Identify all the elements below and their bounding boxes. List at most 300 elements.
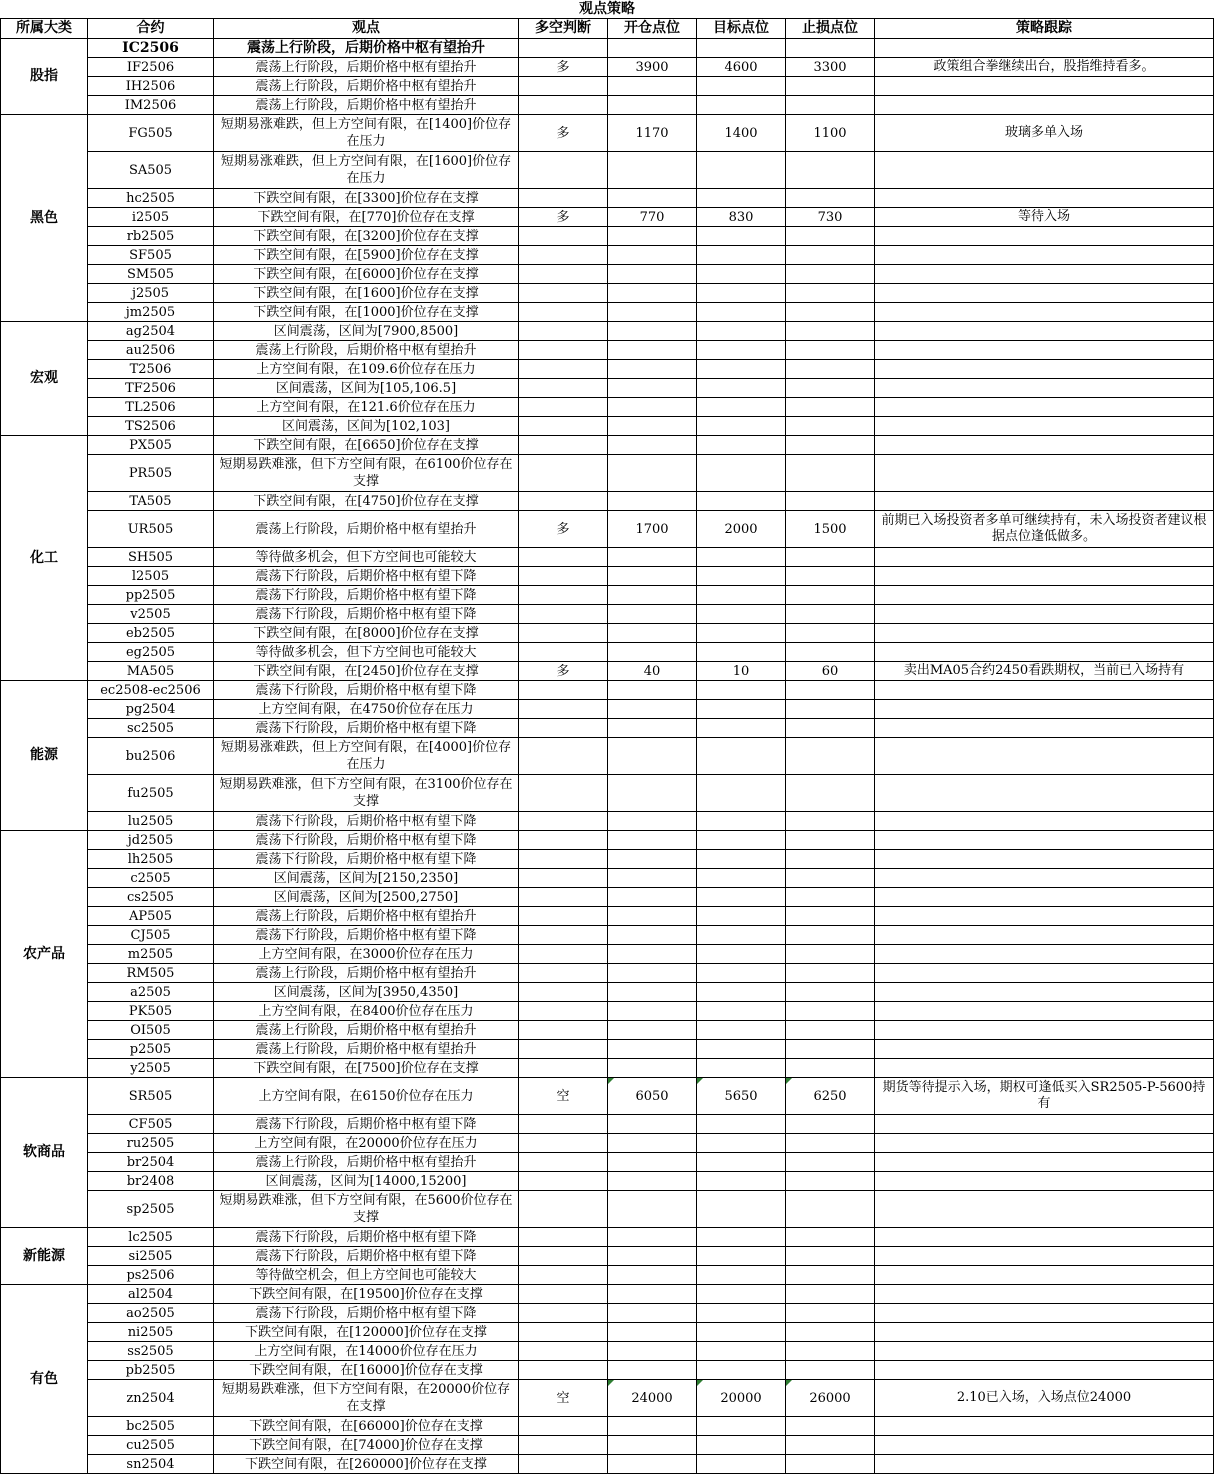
contract-cell: CJ505	[88, 926, 214, 945]
table-row	[1, 1342, 1214, 1361]
view-cell: 震荡下行阶段，后期价格中枢有望下降	[214, 831, 519, 850]
view-cell: 震荡下行阶段，后期价格中枢有望下降	[214, 1228, 519, 1247]
direction-cell	[519, 850, 608, 869]
view-cell: 下跌空间有限，在[6000]价位存在支撑	[214, 265, 519, 284]
contract-cell: fu2505	[88, 775, 214, 812]
view-cell: 上方空间有限，在4750价位存在压力	[214, 700, 519, 719]
direction-cell	[519, 945, 608, 964]
direction-cell	[519, 1172, 608, 1191]
tracking-cell	[875, 322, 1214, 341]
tracking-cell	[875, 1285, 1214, 1304]
direction-cell	[519, 700, 608, 719]
stop-cell	[786, 548, 875, 567]
open-cell	[608, 1342, 697, 1361]
stop-cell	[786, 96, 875, 115]
target-cell	[697, 96, 786, 115]
table-row	[1, 624, 1214, 643]
view-cell: 下跌空间有限，在[3300]价位存在支撑	[214, 189, 519, 208]
table-row	[1, 662, 1214, 681]
target-cell: 5650	[697, 1078, 786, 1115]
table-row	[1, 341, 1214, 360]
target-cell	[697, 265, 786, 284]
category-cell: 宏观	[1, 322, 88, 436]
table-row	[1, 1361, 1214, 1380]
direction-cell	[519, 436, 608, 455]
stop-cell	[786, 926, 875, 945]
contract-cell: sp2505	[88, 1191, 214, 1228]
view-cell: 等待做空机会，但上方空间也可能较大	[214, 1266, 519, 1285]
target-cell	[697, 907, 786, 926]
target-cell	[697, 775, 786, 812]
table-row	[1, 115, 1214, 152]
view-cell: 下跌空间有限，在[74000]价位存在支撑	[214, 1436, 519, 1455]
tracking-cell	[875, 1040, 1214, 1059]
view-cell: 区间震荡，区间为[2150,2350]	[214, 869, 519, 888]
open-cell	[608, 700, 697, 719]
contract-cell: ru2505	[88, 1134, 214, 1153]
contract-cell: TA505	[88, 492, 214, 511]
direction-cell	[519, 492, 608, 511]
target-cell	[697, 360, 786, 379]
open-cell	[608, 926, 697, 945]
table-row	[1, 189, 1214, 208]
view-cell: 短期易涨难跌，但上方空间有限，在[1600]价位存在压力	[214, 152, 519, 189]
header-stop: 止损点位	[786, 19, 875, 39]
open-cell	[608, 738, 697, 775]
target-cell	[697, 681, 786, 700]
open-cell	[608, 888, 697, 907]
contract-cell: lu2505	[88, 812, 214, 831]
table-row	[1, 681, 1214, 700]
open-cell	[608, 492, 697, 511]
open-cell	[608, 284, 697, 303]
view-cell: 下跌空间有限，在[16000]价位存在支撑	[214, 1361, 519, 1380]
open-cell	[608, 1134, 697, 1153]
direction-cell: 多	[519, 511, 608, 548]
contract-cell: br2408	[88, 1172, 214, 1191]
tracking-cell	[875, 360, 1214, 379]
direction-cell	[519, 455, 608, 492]
tracking-cell	[875, 1342, 1214, 1361]
open-cell	[608, 322, 697, 341]
open-cell	[608, 455, 697, 492]
table-row	[1, 227, 1214, 246]
open-cell	[608, 227, 697, 246]
contract-cell: UR505	[88, 511, 214, 548]
direction-cell	[519, 926, 608, 945]
target-cell	[697, 379, 786, 398]
tracking-cell	[875, 1361, 1214, 1380]
table-row	[1, 1455, 1214, 1474]
direction-cell	[519, 227, 608, 246]
open-cell	[608, 303, 697, 322]
tracking-cell	[875, 189, 1214, 208]
view-cell: 震荡上行阶段，后期价格中枢有望抬升	[214, 39, 519, 58]
direction-cell	[519, 1228, 608, 1247]
tracking-cell	[875, 1002, 1214, 1021]
target-cell: 20000	[697, 1380, 786, 1417]
contract-cell: bc2505	[88, 1417, 214, 1436]
view-cell: 上方空间有限，在6150价位存在压力	[214, 1078, 519, 1115]
table-row	[1, 775, 1214, 812]
table-row	[1, 398, 1214, 417]
stop-cell	[786, 907, 875, 926]
stop-cell	[786, 888, 875, 907]
contract-cell: ec2508-ec2506	[88, 681, 214, 700]
stop-cell	[786, 1361, 875, 1380]
table-row	[1, 265, 1214, 284]
tracking-cell	[875, 1228, 1214, 1247]
tracking-cell	[875, 1417, 1214, 1436]
target-cell	[697, 1059, 786, 1078]
contract-cell: p2505	[88, 1040, 214, 1059]
target-cell	[697, 831, 786, 850]
direction-cell	[519, 605, 608, 624]
contract-cell: a2505	[88, 983, 214, 1002]
view-cell: 震荡下行阶段，后期价格中枢有望下降	[214, 850, 519, 869]
stop-cell	[786, 738, 875, 775]
target-cell	[697, 1021, 786, 1040]
tracking-cell	[875, 1021, 1214, 1040]
stop-cell	[786, 436, 875, 455]
table-row	[1, 152, 1214, 189]
sheet-title: 观点策略	[579, 0, 635, 17]
target-cell	[697, 1266, 786, 1285]
direction-cell	[519, 1115, 608, 1134]
view-cell: 震荡下行阶段，后期价格中枢有望下降	[214, 812, 519, 831]
direction-cell	[519, 284, 608, 303]
tracking-cell	[875, 303, 1214, 322]
tracking-cell	[875, 700, 1214, 719]
direction-cell	[519, 417, 608, 436]
open-cell	[608, 850, 697, 869]
contract-cell: pp2505	[88, 586, 214, 605]
table-row	[1, 926, 1214, 945]
tracking-cell	[875, 227, 1214, 246]
table-row	[1, 417, 1214, 436]
stop-cell	[786, 1455, 875, 1474]
view-cell: 下跌空间有限，在[6650]价位存在支撑	[214, 436, 519, 455]
target-cell	[697, 567, 786, 586]
direction-cell	[519, 831, 608, 850]
table-row	[1, 58, 1214, 77]
table-row	[1, 907, 1214, 926]
view-cell: 震荡下行阶段，后期价格中枢有望下降	[214, 1247, 519, 1266]
stop-cell	[786, 1002, 875, 1021]
view-cell: 区间震荡，区间为[105,106.5]	[214, 379, 519, 398]
contract-cell: T2506	[88, 360, 214, 379]
table-row	[1, 1191, 1214, 1228]
target-cell	[697, 888, 786, 907]
contract-cell: eg2505	[88, 643, 214, 662]
view-cell: 短期易跌难涨，但下方空间有限，在3100价位存在支撑	[214, 775, 519, 812]
contract-cell: hc2505	[88, 189, 214, 208]
table-row	[1, 492, 1214, 511]
stop-cell	[786, 398, 875, 417]
direction-cell	[519, 360, 608, 379]
open-cell	[608, 1436, 697, 1455]
view-cell: 等待做多机会，但下方空间也可能较大	[214, 548, 519, 567]
table-row	[1, 567, 1214, 586]
contract-cell: AP505	[88, 907, 214, 926]
tracking-cell	[875, 1266, 1214, 1285]
stop-cell	[786, 945, 875, 964]
target-cell	[697, 869, 786, 888]
contract-cell: IM2506	[88, 96, 214, 115]
open-cell	[608, 869, 697, 888]
target-cell	[697, 643, 786, 662]
tracking-cell	[875, 455, 1214, 492]
direction-cell	[519, 719, 608, 738]
view-cell: 下跌空间有限，在[1600]价位存在支撑	[214, 284, 519, 303]
table-row	[1, 1304, 1214, 1323]
category-cell: 有色	[1, 1285, 88, 1474]
tracking-cell	[875, 1115, 1214, 1134]
contract-cell: bu2506	[88, 738, 214, 775]
table-row	[1, 246, 1214, 265]
stop-cell	[786, 1228, 875, 1247]
target-cell	[697, 605, 786, 624]
stop-cell	[786, 265, 875, 284]
open-cell	[608, 1361, 697, 1380]
contract-cell: cs2505	[88, 888, 214, 907]
view-cell: 下跌空间有限，在[4750]价位存在支撑	[214, 492, 519, 511]
open-cell	[608, 1021, 697, 1040]
contract-cell: c2505	[88, 869, 214, 888]
tracking-cell	[875, 888, 1214, 907]
tracking-cell	[875, 1172, 1214, 1191]
stop-cell	[786, 812, 875, 831]
view-cell: 上方空间有限，在121.6价位存在压力	[214, 398, 519, 417]
view-cell: 下跌空间有限，在[770]价位存在支撑	[214, 208, 519, 227]
contract-cell: TF2506	[88, 379, 214, 398]
tracking-cell	[875, 624, 1214, 643]
tracking-cell	[875, 831, 1214, 850]
stop-cell	[786, 39, 875, 58]
stop-cell: 3300	[786, 58, 875, 77]
target-cell	[697, 227, 786, 246]
view-cell: 下跌空间有限，在[5900]价位存在支撑	[214, 246, 519, 265]
open-cell	[608, 1002, 697, 1021]
target-cell	[697, 1191, 786, 1228]
direction-cell	[519, 39, 608, 58]
open-cell	[608, 812, 697, 831]
direction-cell	[519, 643, 608, 662]
target-cell	[697, 1040, 786, 1059]
contract-cell: si2505	[88, 1247, 214, 1266]
contract-cell: lc2505	[88, 1228, 214, 1247]
target-cell	[697, 548, 786, 567]
open-cell	[608, 1247, 697, 1266]
tracking-cell	[875, 379, 1214, 398]
contract-cell: v2505	[88, 605, 214, 624]
table-row	[1, 831, 1214, 850]
tracking-cell	[875, 77, 1214, 96]
direction-cell	[519, 379, 608, 398]
target-cell	[697, 1134, 786, 1153]
direction-cell	[519, 1285, 608, 1304]
target-cell	[697, 945, 786, 964]
stop-cell	[786, 455, 875, 492]
contract-cell: zn2504	[88, 1380, 214, 1417]
view-cell: 震荡下行阶段，后期价格中枢有望下降	[214, 567, 519, 586]
view-cell: 区间震荡，区间为[2500,2750]	[214, 888, 519, 907]
open-cell	[608, 96, 697, 115]
direction-cell	[519, 1002, 608, 1021]
stop-cell	[786, 1323, 875, 1342]
target-cell	[697, 303, 786, 322]
open-cell	[608, 436, 697, 455]
direction-cell	[519, 322, 608, 341]
view-cell: 震荡下行阶段，后期价格中枢有望下降	[214, 1304, 519, 1323]
tracking-cell	[875, 398, 1214, 417]
direction-cell	[519, 1323, 608, 1342]
tracking-cell: 等待入场	[875, 208, 1214, 227]
open-cell	[608, 379, 697, 398]
contract-cell: PX505	[88, 436, 214, 455]
stop-cell	[786, 1059, 875, 1078]
tracking-cell	[875, 246, 1214, 265]
stop-cell	[786, 417, 875, 436]
tracking-cell	[875, 1323, 1214, 1342]
tracking-cell	[875, 775, 1214, 812]
contract-cell: ps2506	[88, 1266, 214, 1285]
open-cell	[608, 1417, 697, 1436]
target-cell	[697, 850, 786, 869]
target-cell: 10	[697, 662, 786, 681]
open-cell	[608, 548, 697, 567]
table-row	[1, 436, 1214, 455]
tracking-cell	[875, 643, 1214, 662]
stop-cell	[786, 983, 875, 1002]
contract-cell: lh2505	[88, 850, 214, 869]
table-row	[1, 39, 1214, 58]
target-cell	[697, 492, 786, 511]
target-cell	[697, 1002, 786, 1021]
view-cell: 震荡上行阶段，后期价格中枢有望抬升	[214, 511, 519, 548]
category-cell: 黑色	[1, 115, 88, 322]
stop-cell	[786, 1134, 875, 1153]
contract-cell: SM505	[88, 265, 214, 284]
tracking-cell	[875, 1455, 1214, 1474]
open-cell	[608, 189, 697, 208]
open-cell	[608, 1059, 697, 1078]
tracking-cell: 卖出MA05合约2450看跌期权，当前已入场持有	[875, 662, 1214, 681]
contract-cell: l2505	[88, 567, 214, 586]
table-row	[1, 1323, 1214, 1342]
view-cell: 短期易涨难跌，但上方空间有限，在[1400]价位存在压力	[214, 115, 519, 152]
open-cell	[608, 775, 697, 812]
stop-cell	[786, 1436, 875, 1455]
tracking-cell	[875, 436, 1214, 455]
stop-cell	[786, 719, 875, 738]
target-cell	[697, 436, 786, 455]
tracking-cell	[875, 265, 1214, 284]
view-cell: 区间震荡，区间为[3950,4350]	[214, 983, 519, 1002]
table-row	[1, 548, 1214, 567]
stop-cell	[786, 1191, 875, 1228]
open-cell	[608, 1304, 697, 1323]
table-row	[1, 1285, 1214, 1304]
tracking-cell: 玻璃多单入场	[875, 115, 1214, 152]
stop-cell	[786, 152, 875, 189]
view-cell: 短期易跌难涨，但下方空间有限，在5600价位存在支撑	[214, 1191, 519, 1228]
contract-cell: m2505	[88, 945, 214, 964]
header-target: 目标点位	[697, 19, 786, 39]
title-row	[1, 0, 1214, 19]
target-cell	[697, 719, 786, 738]
direction-cell	[519, 1247, 608, 1266]
category-cell: 化工	[1, 436, 88, 681]
header-direction: 多空判断	[519, 19, 608, 39]
open-cell: 40	[608, 662, 697, 681]
table-row	[1, 1417, 1214, 1436]
stop-cell: 60	[786, 662, 875, 681]
contract-cell: y2505	[88, 1059, 214, 1078]
tracking-cell	[875, 548, 1214, 567]
contract-cell: i2505	[88, 208, 214, 227]
target-cell	[697, 417, 786, 436]
direction-cell: 多	[519, 58, 608, 77]
open-cell	[608, 341, 697, 360]
table-row	[1, 1115, 1214, 1134]
direction-cell	[519, 681, 608, 700]
table-row	[1, 1228, 1214, 1247]
table-row	[1, 322, 1214, 341]
tracking-cell	[875, 850, 1214, 869]
stop-cell	[786, 605, 875, 624]
tracking-cell	[875, 964, 1214, 983]
contract-cell: al2504	[88, 1285, 214, 1304]
table-row	[1, 511, 1214, 548]
tracking-cell: 2.10已入场，入场点位24000	[875, 1380, 1214, 1417]
open-cell	[608, 1285, 697, 1304]
stop-cell	[786, 700, 875, 719]
open-cell	[608, 1455, 697, 1474]
direction-cell	[519, 907, 608, 926]
stop-cell	[786, 189, 875, 208]
target-cell	[697, 926, 786, 945]
table-row	[1, 1436, 1214, 1455]
category-cell: 软商品	[1, 1078, 88, 1228]
direction-cell	[519, 398, 608, 417]
stop-cell	[786, 379, 875, 398]
open-cell	[608, 831, 697, 850]
table-row	[1, 738, 1214, 775]
open-cell	[608, 586, 697, 605]
table-row	[1, 1059, 1214, 1078]
direction-cell	[519, 1059, 608, 1078]
target-cell	[697, 1153, 786, 1172]
view-cell: 震荡下行阶段，后期价格中枢有望下降	[214, 719, 519, 738]
target-cell	[697, 1323, 786, 1342]
tracking-cell	[875, 681, 1214, 700]
contract-cell: jd2505	[88, 831, 214, 850]
table-row	[1, 812, 1214, 831]
open-cell	[608, 624, 697, 643]
table-row	[1, 1172, 1214, 1191]
stop-cell	[786, 1247, 875, 1266]
view-cell: 下跌空间有限，在[19500]价位存在支撑	[214, 1285, 519, 1304]
open-cell	[608, 681, 697, 700]
tracking-cell	[875, 907, 1214, 926]
target-cell	[697, 624, 786, 643]
direction-cell: 多	[519, 115, 608, 152]
stop-cell	[786, 322, 875, 341]
tracking-cell	[875, 567, 1214, 586]
target-cell	[697, 1455, 786, 1474]
open-cell	[608, 265, 697, 284]
